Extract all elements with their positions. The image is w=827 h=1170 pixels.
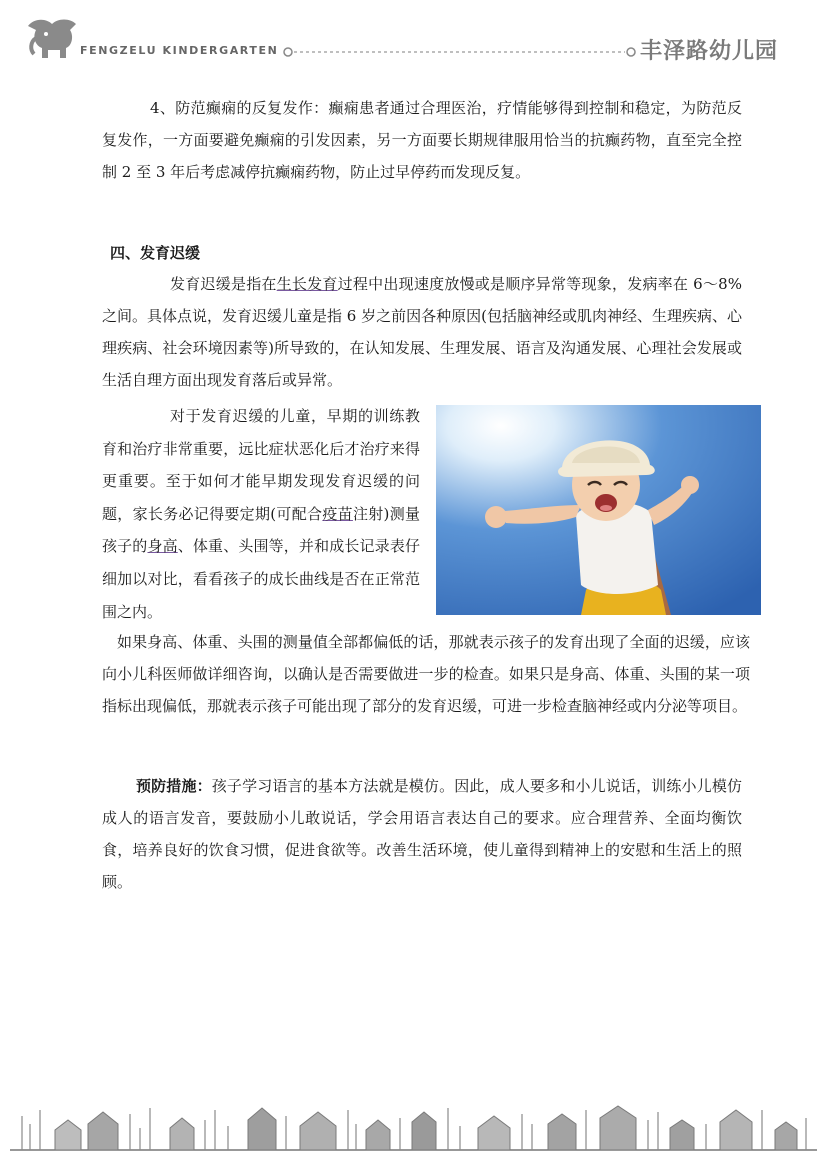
text-segment: 、体重、头围等，并和成长记录表仔细加以对比，看看孩子的成长曲线是否在正常范围之内。 <box>102 537 420 621</box>
link-height[interactable]: 身高 <box>147 537 178 556</box>
paragraph-delay-definition <box>102 268 742 396</box>
prevention-label: 预防措施： <box>136 777 212 795</box>
elephant-icon <box>24 16 80 62</box>
paragraph-epilepsy-prevention: 4、防范癫痫的反复发作：癫痫患者通过合理医治，疗情能够得到控制和稳定，为防范反复发作，一方面要避免癫痫的引发因素，另一方面要长期规律服用恰当的抗癫药物，直至完全控制 2 至 3 年后考虑减停抗癫痫药物，防止过早停药而发现反复。 <box>102 99 742 181</box>
text-segment: 孩子学习语言的基本方法就是模仿。因此，成人要多和小儿说话，训练小儿模仿成人的语言发音，要鼓励小儿敢说话，学会用语言表达自己的要求。应合理营养、全面均衡饮食，培养良好的饮食习惯，促进食欲等。改善生活环境，使儿童得到精神上的安慰和生活上的照顾。 <box>102 777 742 891</box>
text-segment: 过程中出现速度放慢或是顺序异常等现象，发病率在 6～8%之间。具体点说，发育迟缓儿童是指 6 岁之前因各种原因(包括脑神经或肌肉神经、生理疾病、心理疾病、社会环境因素等)所导致的，在认知发展、生理发展、语言及沟通发展、心理社会发展或生活自理方面出现发育落后或异常。 <box>102 275 742 389</box>
paragraph-early-detection <box>102 400 420 628</box>
logo-english: FENGZELU KINDERGARTEN <box>80 44 279 57</box>
link-vaccine[interactable]: 疫苗 <box>322 504 353 523</box>
logo-chinese: 丰泽路幼儿园 <box>640 39 779 64</box>
section-heading-developmental-delay: 四、发育迟缓 <box>110 244 201 262</box>
footer-houses-decoration <box>0 1080 827 1170</box>
page-header <box>0 0 827 70</box>
paragraph-measurement-results: 如果身高、体重、头围的测量值全部都偏低的话，那就表示孩子的发育出现了全面的迟缓，应该向小儿科医师做详细咨询，以确认是否需要做进一步的检查。如果只是身高、体重、头围的某一项指标出现偏低，那就表示孩子可能出现了部分的发育迟缓，可进一步检查脑神经或内分泌等项目。 <box>102 633 750 715</box>
paragraph-prevention-measures <box>102 770 742 898</box>
text-segment: 注射)测量孩子的 <box>102 504 420 556</box>
text-segment: 对于发育迟缓的儿童，早期的训练教育和治疗非常重要，远比症状恶化后才治疗来得更重要。至于如何才能早期发现发育迟缓的问题，家长务必记得要定期(可配合 <box>102 407 420 523</box>
link-growth-development[interactable]: 生长发育 <box>276 275 338 293</box>
baby-photo <box>436 405 761 615</box>
header-divider <box>282 46 637 58</box>
text-segment: 发育迟缓是指在 <box>170 275 277 293</box>
